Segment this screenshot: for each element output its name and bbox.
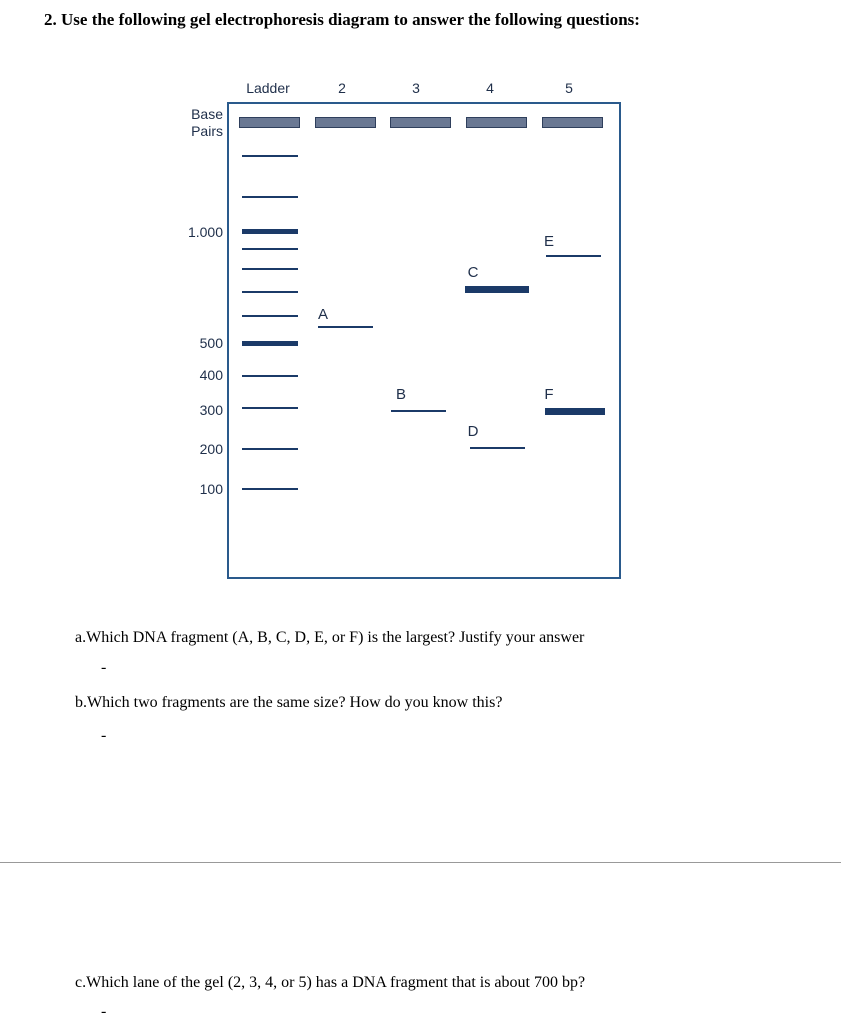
bp-marker-400: 400 <box>199 367 223 383</box>
bp-marker-300: 300 <box>199 402 223 418</box>
well-lane-3 <box>390 117 451 128</box>
bp-marker-500: 500 <box>199 335 223 351</box>
axis-label-pairs: Pairs <box>191 123 223 139</box>
fragment-band-e <box>546 255 601 257</box>
well-lane-4 <box>466 117 527 128</box>
ladder-band-100 <box>242 488 298 490</box>
answer-b[interactable]: - <box>101 727 107 744</box>
ladder-band <box>242 248 298 250</box>
question-b: b.Which two fragments are the same size? How do you know this? <box>75 694 503 711</box>
ladder-band-200 <box>242 448 298 450</box>
ladder-band <box>242 268 298 270</box>
ladder-band-1000 <box>242 229 298 234</box>
page-divider <box>0 862 841 863</box>
lane-label-2: 2 <box>338 80 346 96</box>
lane-label-ladder: Ladder <box>246 80 290 96</box>
fragment-label-c: C <box>467 264 479 281</box>
answer-a[interactable]: - <box>101 659 107 676</box>
bp-marker-200: 200 <box>199 441 223 457</box>
question-title: 2. Use the following gel electrophoresis diagram to answer the following questions: <box>44 10 640 29</box>
bp-marker-1000: 1.000 <box>187 224 223 240</box>
fragment-band-d <box>470 447 525 449</box>
fragment-band-b <box>391 410 446 412</box>
fragment-band-a <box>318 326 373 328</box>
lane-label-3: 3 <box>412 80 420 96</box>
ladder-band-300 <box>242 407 298 409</box>
ladder-band <box>242 196 298 198</box>
ladder-band <box>242 291 298 293</box>
fragment-label-f: F <box>544 386 554 403</box>
ladder-band-400 <box>242 375 298 377</box>
question-a: a.Which DNA fragment (A, B, C, D, E, or F) is the largest? Justify your answer <box>75 629 585 646</box>
fragment-band-c <box>465 286 529 293</box>
fragment-band-f <box>545 408 605 415</box>
lane-label-4: 4 <box>486 80 494 96</box>
fragment-label-e: E <box>543 233 554 250</box>
ladder-band <box>242 155 298 157</box>
ladder-band <box>242 315 298 317</box>
bp-marker-100: 100 <box>199 481 223 497</box>
lane-label-5: 5 <box>565 80 573 96</box>
well-ladder <box>239 117 300 128</box>
well-lane-2 <box>315 117 376 128</box>
fragment-label-b: B <box>395 386 406 403</box>
fragment-label-a: A <box>317 306 328 323</box>
ladder-band-500 <box>242 341 298 346</box>
axis-label-base: Base <box>191 106 223 122</box>
answer-c[interactable]: - <box>101 1003 107 1020</box>
fragment-label-d: D <box>467 423 479 440</box>
well-lane-5 <box>542 117 603 128</box>
question-c: c.Which lane of the gel (2, 3, 4, or 5) has a DNA fragment that is about 700 bp? <box>75 974 586 991</box>
